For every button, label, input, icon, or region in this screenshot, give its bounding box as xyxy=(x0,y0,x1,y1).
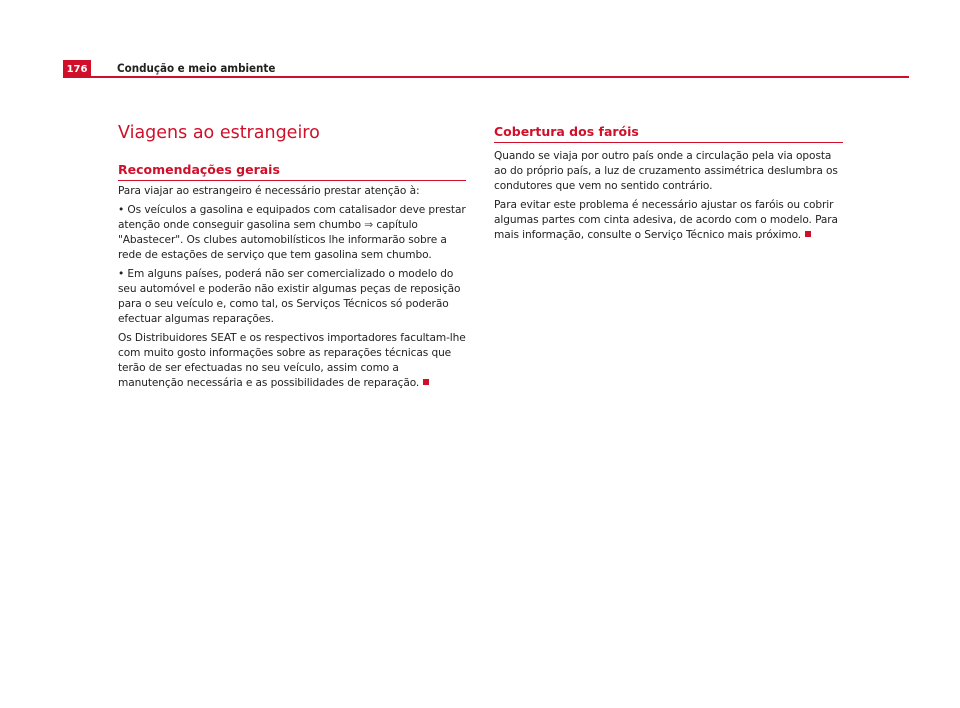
intro-paragraph: Para viajar ao estrangeiro é necessário prestar atenção à: xyxy=(118,185,420,197)
header-rule xyxy=(91,76,909,78)
bullet-fuel xyxy=(118,203,466,263)
right-column-body xyxy=(494,149,843,247)
cross-reference-arrow-icon: ⇒ xyxy=(364,219,374,231)
bullet-fuel-text-b: capítulo "Abastecer". Os clubes automobilísticos lhe informarão sobre a rede de estações de serviço que tem gasolina sem chumbo. xyxy=(118,219,447,261)
chapter-title: Viagens ao estrangeiro xyxy=(118,123,320,143)
headlight-paragraph-2 xyxy=(494,198,843,243)
section-end-icon xyxy=(805,231,811,237)
headlight-paragraph-2-text: Para evitar este problema é necessário ajustar os faróis ou cobrir algumas partes com cinta adesiva, de acordo com o modelo. Para mais informação, consulte o Serviço Técnico mais próximo. xyxy=(494,199,838,241)
page-number-badge: 176 xyxy=(63,60,91,78)
section-title-general-recommendations: Recomendações gerais xyxy=(118,162,466,181)
section-end-icon xyxy=(423,379,429,385)
left-column-body xyxy=(118,184,466,395)
headlight-paragraph-1: Quando se viaja por outro país onde a circulação pela via oposta ao do próprio país, a luz de cruzamento assimétrica deslumbra os condutores que vem no sentido contrário. xyxy=(494,150,838,192)
closing-paragraph xyxy=(118,331,466,391)
running-header-title: Condução e meio ambiente xyxy=(117,61,276,75)
bullet-parts: • Em alguns países, poderá não ser comercializado o modelo do seu automóvel e poderão não existir algumas peças de reposição para o seu veículo e, como tal, os Serviços Técnicos só poderão efectuar algumas reparações. xyxy=(118,268,461,325)
bullet-fuel-text-a: • Os veículos a gasolina e equipados com catalisador deve prestar atenção onde conseguir gasolina sem chumbo xyxy=(118,204,466,231)
closing-text: Os Distribuidores SEAT e os respectivos importadores facultam-lhe com muito gosto informações sobre as reparações técnicas que terão de ser efectuadas no seu veículo, assim como a manutenção necessária e as possibilidades de reparação. xyxy=(118,332,466,389)
section-title-headlight-cover: Cobertura dos faróis xyxy=(494,124,843,143)
